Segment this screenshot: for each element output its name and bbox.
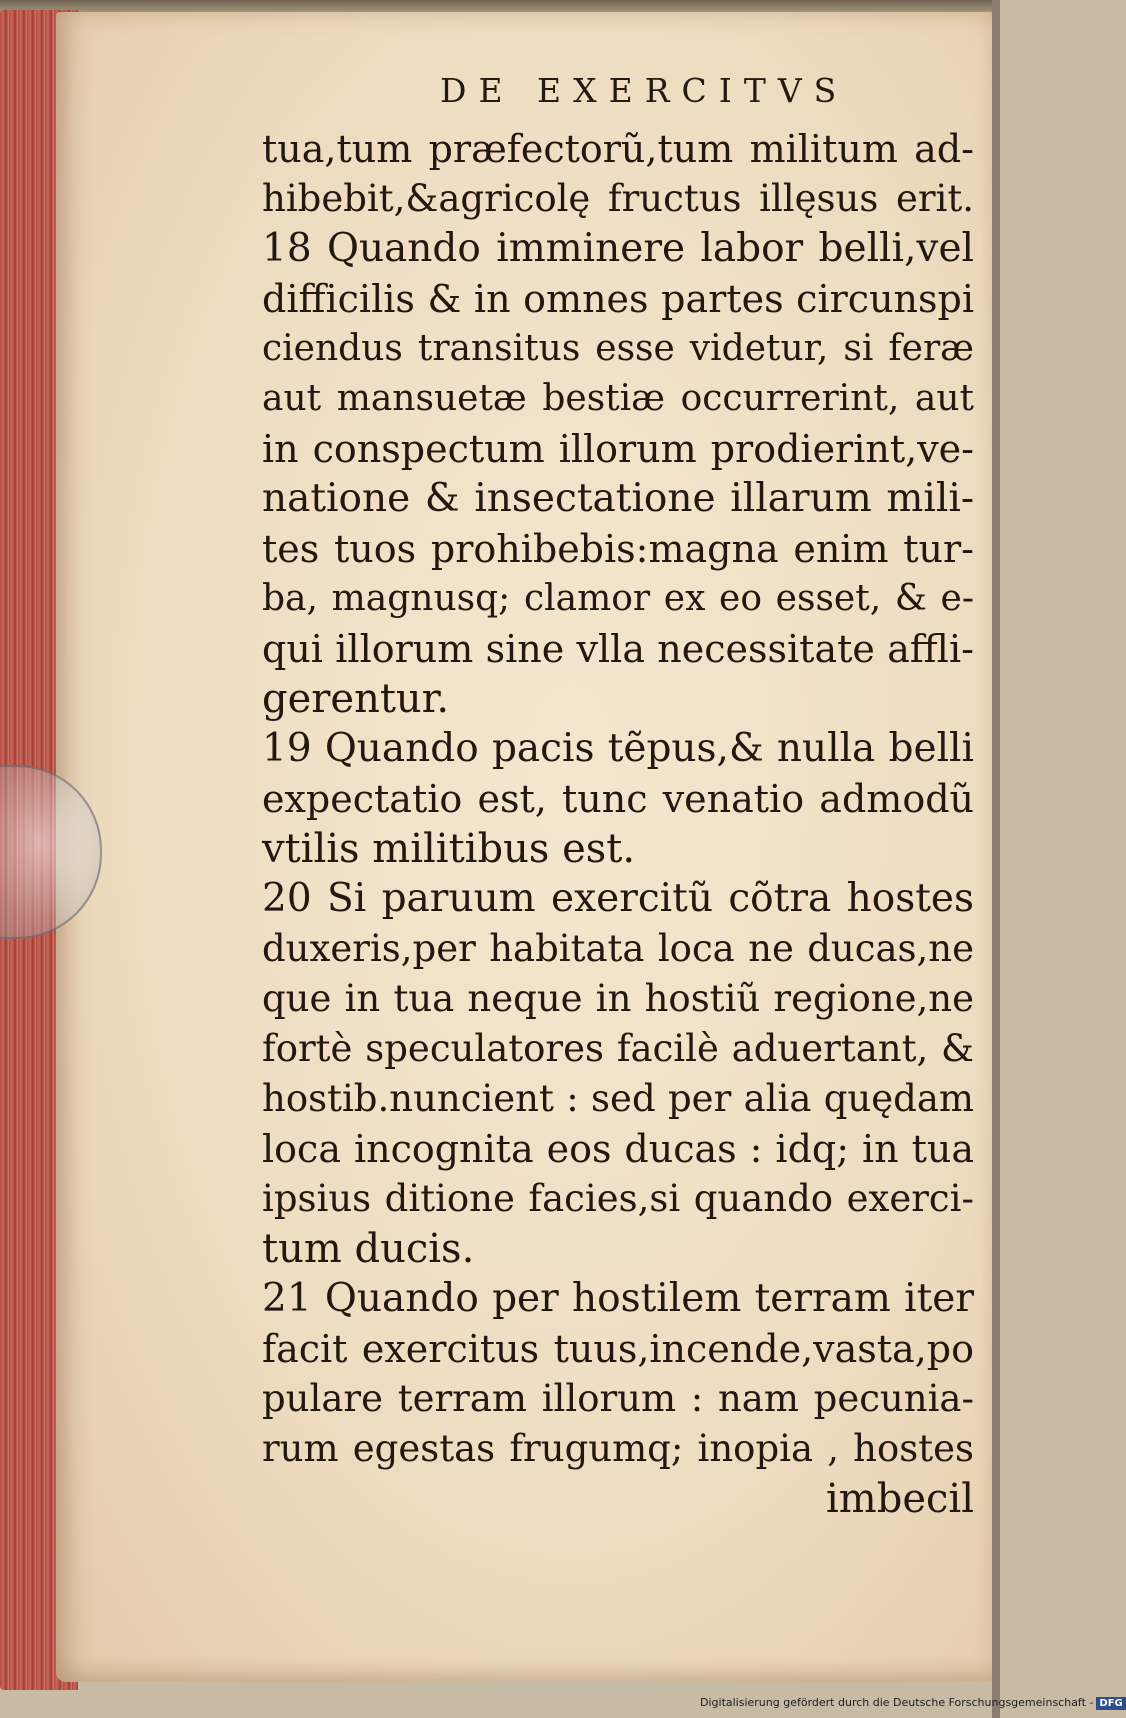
text-line: tua,tum præfectorũ,tum militum ad- <box>262 127 974 171</box>
text-line: ciendus transitus esse videtur, si feræ <box>262 328 974 369</box>
text-line: ipsius ditione facies,si quando exerci- <box>262 1177 974 1220</box>
text-line: vtilis militibus est. <box>262 826 636 872</box>
text-line: aut mansuetæ bestiæ occurrerint, aut <box>262 378 974 419</box>
text-line: hibebit,&agricolę fructus illęsus erit. <box>262 177 974 220</box>
text-line: ba, magnusq; clamor ex eo esset, & e- <box>262 578 974 619</box>
text-line: que in tua neque in hostiũ regione,ne <box>262 977 974 1020</box>
dfg-logo: DFG <box>1096 1697 1125 1710</box>
text-line: 18 Quando imminere labor belli,vel <box>262 226 974 271</box>
catchword: imbecil <box>826 1476 974 1522</box>
text-line: hostib.nuncient : sed per alia quędam <box>262 1077 974 1120</box>
page-text <box>262 124 974 1524</box>
running-header: DE EXERCITVS <box>440 71 849 110</box>
text-line: 21 Quando per hostilem terram iter <box>262 1276 974 1321</box>
text-line: pulare terram illorum : nam pecunia- <box>262 1377 974 1420</box>
text-line: difficilis & in omnes partes circunspi <box>262 277 974 321</box>
text-line: rum egestas frugumq; inopia , hostes <box>262 1427 974 1470</box>
text-line: expectatio est, tunc venatio admodũ <box>262 777 974 821</box>
text-line: tum ducis. <box>262 1226 475 1272</box>
text-line: duxeris,per habitata loca ne ducas,ne <box>262 927 974 970</box>
text-line: qui illorum sine vlla necessitate affli- <box>262 627 974 671</box>
digitization-footer <box>700 1694 1123 1712</box>
text-line: loca incognita eos ducas : idq; in tua <box>262 1127 974 1171</box>
text-line: tes tuos prohibebis:magna enim tur- <box>262 527 974 571</box>
text-line: in conspectum illorum prodierint,ve- <box>262 427 974 471</box>
text-line: 20 Si paruum exercitũ cõtra hostes <box>262 876 974 921</box>
right-edge <box>992 0 1000 1718</box>
footer-text: Digitalisierung gefördert durch die Deutsche Forschungsgemeinschaft - <box>700 1696 1094 1709</box>
text-line: facit exercitus tuus,incende,vasta,po <box>262 1327 974 1371</box>
text-line: fortè speculatores facilè aduertant, & <box>262 1027 974 1070</box>
text-line: 19 Quando pacis tẽpus,& nulla belli <box>262 726 974 771</box>
text-line: gerentur. <box>262 676 450 722</box>
text-line: natione & insectatione illarum mili- <box>262 476 974 521</box>
